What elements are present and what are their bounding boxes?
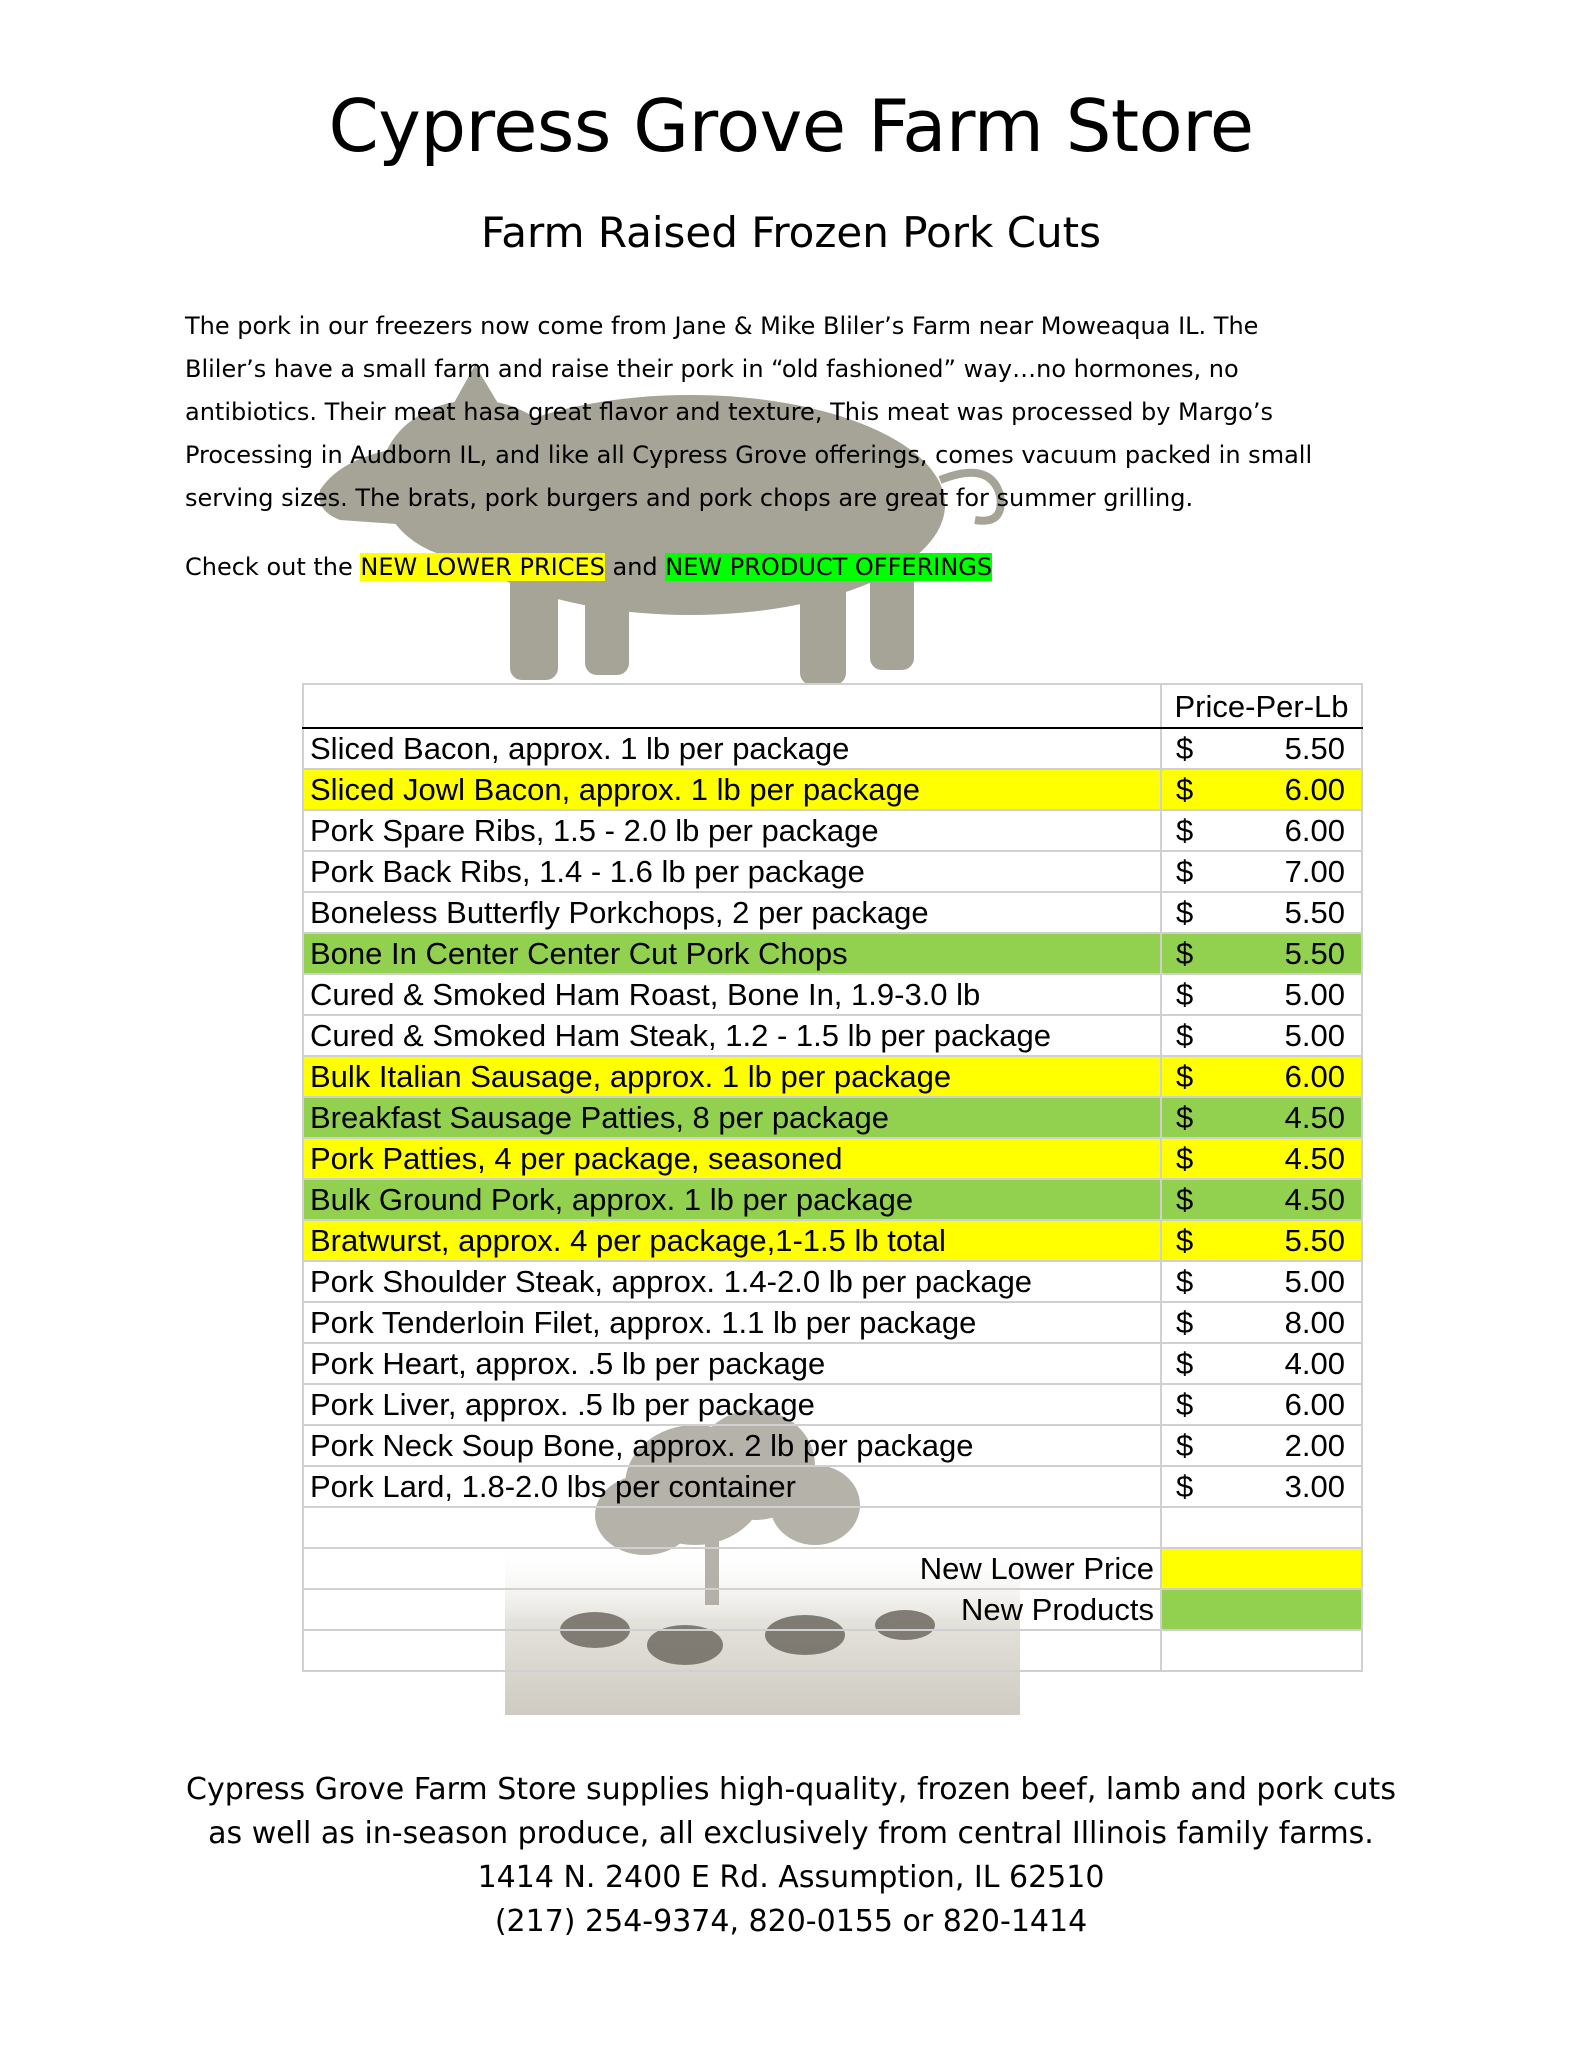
footer-address: 1414 N. 2400 E Rd. Assumption, IL 62510 (477, 1860, 1105, 1895)
price-amount: 5.50 (1284, 936, 1345, 971)
empty-row (303, 1630, 1362, 1671)
legend-new-products-row-swatch (1161, 1589, 1362, 1630)
legend-new-products-row (303, 1589, 1362, 1630)
intro-line: Bliler’s have a small farm and raise their pork in “old fashioned” way…no hormones, no (185, 355, 1239, 383)
price-amount: 2.00 (1284, 1428, 1345, 1463)
item-price-cell (1161, 1425, 1362, 1466)
price-amount: 5.00 (1284, 1264, 1345, 1299)
new-lower-prices-highlight: NEW LOWER PRICES (360, 553, 605, 581)
item-price-cell (1161, 851, 1362, 892)
item-name-cell: Pork Shoulder Steak, approx. 1.4-2.0 lb per package (303, 1261, 1161, 1302)
currency-symbol: $ (1176, 731, 1194, 766)
table-row (303, 1466, 1362, 1507)
legend-lower-price-row (303, 1548, 1362, 1589)
item-name-cell: Pork Neck Soup Bone, approx. 2 lb per package (303, 1425, 1161, 1466)
table-row (303, 1384, 1362, 1425)
item-name-cell: Sliced Jowl Bacon, approx. 1 lb per package (303, 769, 1161, 810)
item-price-cell (1161, 1138, 1362, 1179)
item-name-cell: Bone In Center Center Cut Pork Chops (303, 933, 1161, 974)
currency-symbol: $ (1176, 813, 1194, 848)
table-row (303, 1015, 1362, 1056)
table-row (303, 974, 1362, 1015)
callout-line (185, 548, 992, 586)
item-name-cell: Pork Tenderloin Filet, approx. 1.1 lb per package (303, 1302, 1161, 1343)
legend-lower-price-row-label: New Lower Price (303, 1548, 1161, 1589)
currency-symbol: $ (1176, 1100, 1194, 1135)
footer (0, 1768, 1582, 1944)
callout-joiner: and (604, 553, 666, 581)
currency-symbol: $ (1176, 1223, 1194, 1258)
item-name-cell: Pork Patties, 4 per package, seasoned (303, 1138, 1161, 1179)
legend-new-products-row-label: New Products (303, 1589, 1161, 1630)
price-table-body (303, 684, 1362, 1671)
item-name-cell: Bratwurst, approx. 4 per package,1-1.5 lb total (303, 1220, 1161, 1261)
intro-line: serving sizes. The brats, pork burgers and pork chops are great for summer grilling. (185, 484, 1194, 512)
item-name-cell: Sliced Bacon, approx. 1 lb per package (303, 728, 1161, 769)
price-amount: 6.00 (1284, 1387, 1345, 1422)
table-row (303, 892, 1362, 933)
item-price-cell (1161, 1097, 1362, 1138)
intro-line: The pork in our freezers now come from Jane & Mike Bliler’s Farm near Moweaqua IL. The (185, 312, 1259, 340)
item-name-cell: Pork Spare Ribs, 1.5 - 2.0 lb per package (303, 810, 1161, 851)
legend-lower-price-row-swatch (1161, 1548, 1362, 1589)
item-price-cell (1161, 728, 1362, 769)
price-per-lb-header: Price-Per-Lb (1161, 684, 1362, 728)
currency-symbol: $ (1176, 1141, 1194, 1176)
empty-row-swatch (1161, 1507, 1362, 1548)
item-price-cell (1161, 1261, 1362, 1302)
price-amount: 4.50 (1284, 1182, 1345, 1217)
item-name-cell: Pork Lard, 1.8-2.0 lbs per container (303, 1466, 1161, 1507)
currency-symbol: $ (1176, 1305, 1194, 1340)
currency-symbol: $ (1176, 977, 1194, 1012)
item-price-cell (1161, 1466, 1362, 1507)
item-name-cell: Bulk Italian Sausage, approx. 1 lb per package (303, 1056, 1161, 1097)
table-row (303, 728, 1362, 769)
item-name-cell: Breakfast Sausage Patties, 8 per package (303, 1097, 1161, 1138)
currency-symbol: $ (1176, 1469, 1194, 1504)
item-name-cell: Pork Liver, approx. .5 lb per package (303, 1384, 1161, 1425)
currency-symbol: $ (1176, 854, 1194, 889)
price-amount: 5.00 (1284, 977, 1345, 1012)
price-amount: 7.00 (1284, 854, 1345, 889)
item-name-cell: Bulk Ground Pork, approx. 1 lb per package (303, 1179, 1161, 1220)
price-table (302, 683, 1363, 1672)
item-name-cell: Cured & Smoked Ham Roast, Bone In, 1.9-3.0 lb (303, 974, 1161, 1015)
table-row (303, 1261, 1362, 1302)
currency-symbol: $ (1176, 1264, 1194, 1299)
item-name-cell: Cured & Smoked Ham Steak, 1.2 - 1.5 lb per package (303, 1015, 1161, 1056)
empty-row-swatch (1161, 1630, 1362, 1671)
item-price-cell (1161, 769, 1362, 810)
table-row (303, 851, 1362, 892)
table-row (303, 1343, 1362, 1384)
currency-symbol: $ (1176, 936, 1194, 971)
item-price-cell (1161, 933, 1362, 974)
header-name-cell (303, 684, 1161, 728)
currency-symbol: $ (1176, 1346, 1194, 1381)
intro-line: Processing in Audborn IL, and like all Cypress Grove offerings, comes vacuum packed in small (185, 441, 1313, 469)
item-name-cell: Pork Back Ribs, 1.4 - 1.6 lb per package (303, 851, 1161, 892)
currency-symbol: $ (1176, 1428, 1194, 1463)
price-amount: 4.50 (1284, 1141, 1345, 1176)
table-row (303, 1425, 1362, 1466)
price-amount: 5.00 (1284, 1018, 1345, 1053)
empty-row-label (303, 1507, 1161, 1548)
currency-symbol: $ (1176, 1182, 1194, 1217)
footer-line: Cypress Grove Farm Store supplies high-quality, frozen beef, lamb and pork cuts (186, 1772, 1396, 1807)
currency-symbol: $ (1176, 1059, 1194, 1094)
table-row (303, 1056, 1362, 1097)
table-header-row (303, 684, 1362, 728)
currency-symbol: $ (1176, 895, 1194, 930)
new-product-offerings-highlight: NEW PRODUCT OFFERINGS (665, 553, 993, 581)
intro-line: antibiotics. Their meat hasa great flavor and texture, This meat was processed by Margo’s (185, 398, 1273, 426)
currency-symbol: $ (1176, 772, 1194, 807)
table-row (303, 1097, 1362, 1138)
table-row (303, 810, 1362, 851)
price-amount: 6.00 (1284, 772, 1345, 807)
footer-line: as well as in-season produce, all exclusively from central Illinois family farms. (208, 1816, 1374, 1851)
item-price-cell (1161, 892, 1362, 933)
page-title: Cypress Grove Farm Store (328, 84, 1254, 168)
item-price-cell (1161, 1220, 1362, 1261)
item-price-cell (1161, 1384, 1362, 1425)
price-amount: 4.00 (1284, 1346, 1345, 1381)
callout-prefix: Check out the (185, 553, 361, 581)
item-price-cell (1161, 974, 1362, 1015)
item-name-cell: Boneless Butterfly Porkchops, 2 per package (303, 892, 1161, 933)
intro-paragraph (185, 305, 1385, 520)
currency-symbol: $ (1176, 1387, 1194, 1422)
item-price-cell (1161, 1179, 1362, 1220)
empty-row-label (303, 1630, 1161, 1671)
page-subtitle: Farm Raised Frozen Pork Cuts (481, 208, 1101, 257)
footer-phones: (217) 254-9374, 820-0155 or 820-1414 (494, 1904, 1088, 1939)
price-amount: 5.50 (1284, 1223, 1345, 1258)
table-row (303, 1179, 1362, 1220)
item-price-cell (1161, 1343, 1362, 1384)
item-price-cell (1161, 810, 1362, 851)
item-price-cell (1161, 1056, 1362, 1097)
price-amount: 4.50 (1284, 1100, 1345, 1135)
price-amount: 5.50 (1284, 895, 1345, 930)
price-amount: 6.00 (1284, 813, 1345, 848)
item-name-cell: Pork Heart, approx. .5 lb per package (303, 1343, 1161, 1384)
item-price-cell (1161, 1015, 1362, 1056)
currency-symbol: $ (1176, 1018, 1194, 1053)
table-row (303, 1220, 1362, 1261)
empty-row (303, 1507, 1362, 1548)
item-price-cell (1161, 1302, 1362, 1343)
table-row (303, 933, 1362, 974)
price-amount: 6.00 (1284, 1059, 1345, 1094)
price-amount: 5.50 (1284, 731, 1345, 766)
price-amount: 8.00 (1284, 1305, 1345, 1340)
price-amount: 3.00 (1284, 1469, 1345, 1504)
table-row (303, 1138, 1362, 1179)
table-row (303, 1302, 1362, 1343)
table-row (303, 769, 1362, 810)
